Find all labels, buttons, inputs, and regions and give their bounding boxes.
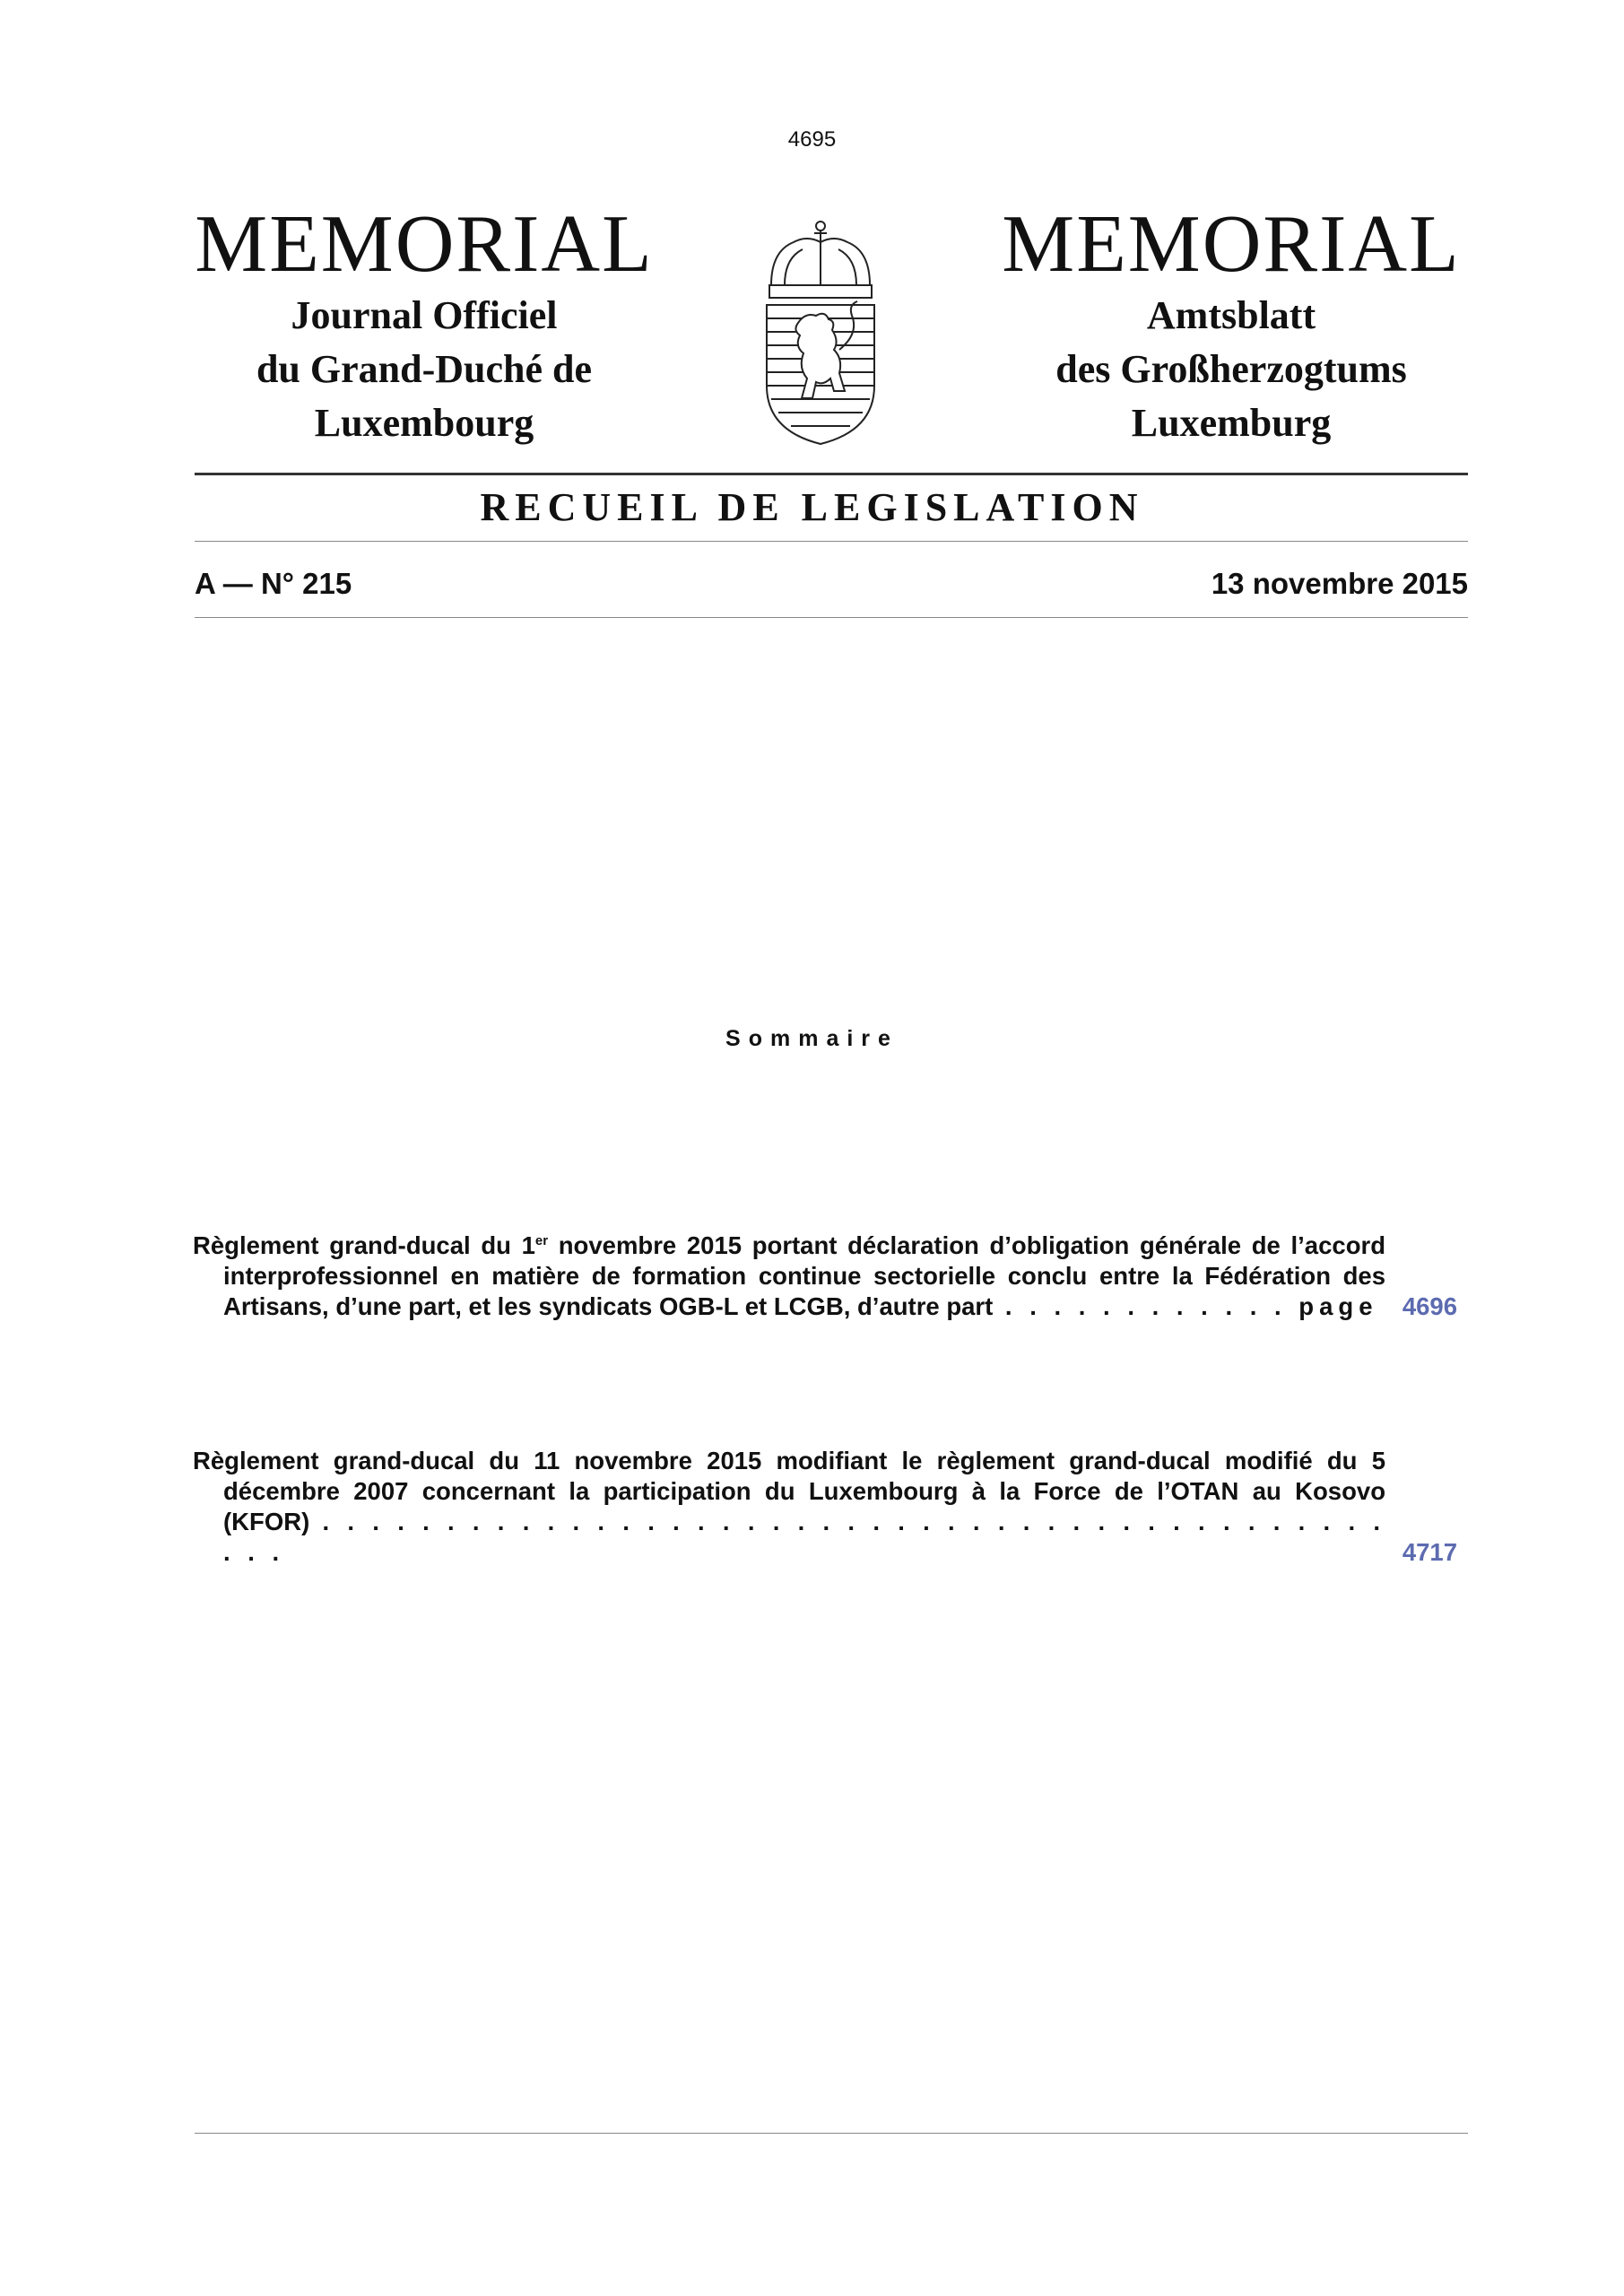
- divider-under-issue: [195, 617, 1468, 618]
- summary-heading: Sommaire: [725, 1026, 899, 1051]
- masthead-subtitle-line1: Amtsblatt: [1146, 293, 1316, 337]
- masthead-left: [173, 199, 675, 450]
- masthead-title-fr: MEMORIAL: [195, 198, 654, 289]
- divider-top: [195, 473, 1468, 475]
- page-number: 4695: [787, 127, 837, 152]
- masthead-subtitle-line3: Luxemburg: [1131, 401, 1332, 445]
- toc-entry-text: Règlement grand-ducal du 1: [193, 1231, 535, 1259]
- masthead-subtitle-line1: Journal Officiel: [291, 293, 558, 337]
- divider-middle: [195, 541, 1468, 542]
- issue-date: 13 novembre 2015: [1211, 567, 1468, 600]
- toc-entry-text: novembre 2015 portant déclaration d’obligation générale de l’accord interprofessionnel en matière de formation continue sectorielle conclu entre la Fédération des Artisans, d’une part, et les syndicats OGB-L et LCGB, d’autre part: [223, 1231, 1385, 1320]
- masthead-subtitle-line3: Luxembourg: [314, 401, 534, 445]
- toc-entry-text: Règlement grand-ducal du 11 novembre 2015 modifiant le règlement grand-ducal modifié du 5 décembre 2007 concernant la participation du Luxembourg à la Force de l’OTAN au Kosovo (KFOR): [193, 1447, 1385, 1535]
- collection-title: RECUEIL DE LEGISLATION: [480, 485, 1144, 529]
- dot-leader: . . . . . . . . . . . . . . . . . . . . . . . . . . . . . . . . . . . . . . . . . . . . . .: [223, 1508, 1385, 1566]
- page-reference-link[interactable]: 4696: [1402, 1292, 1457, 1320]
- masthead-right: [980, 199, 1482, 450]
- masthead-title-de: MEMORIAL: [1002, 198, 1461, 289]
- masthead-subtitle-line2: des Großherzogtums: [1055, 347, 1407, 391]
- dot-leader: . . . . . . . . . . . . page: [993, 1292, 1378, 1320]
- toc-entry[interactable]: [193, 1446, 1457, 1568]
- masthead-subtitle-line2: du Grand-Duché de: [256, 347, 593, 391]
- toc-entry[interactable]: [193, 1231, 1457, 1322]
- issue-number: A — N° 215: [195, 567, 352, 600]
- superscript: er: [534, 1232, 549, 1248]
- divider-bottom: [195, 2133, 1468, 2134]
- page-reference-link[interactable]: 4717: [1402, 1538, 1457, 1566]
- coat-of-arms-icon: [753, 215, 888, 448]
